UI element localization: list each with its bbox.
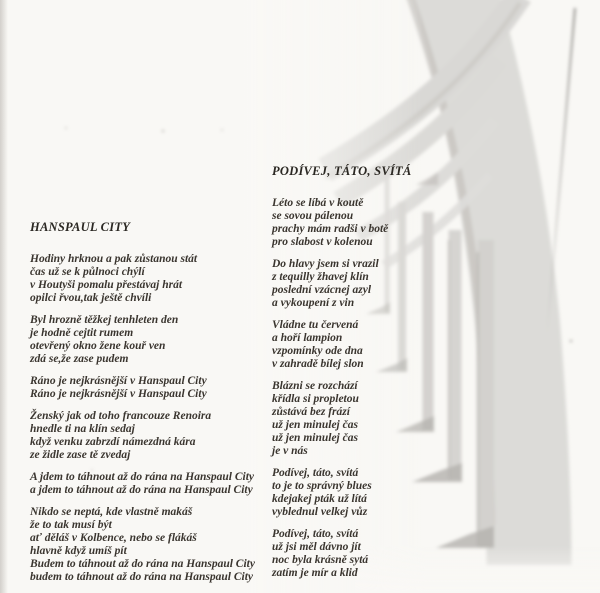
- lyric-line: kdejakej pták už lítá: [272, 493, 367, 505]
- lyric-stanza: [30, 314, 255, 366]
- lyric-line: Nikdo se neptá, kde vlastně makáš: [30, 506, 193, 518]
- paper-speck: [162, 130, 164, 132]
- lyrics-column-left: [30, 220, 255, 584]
- paper-speck: [570, 340, 572, 342]
- lyric-line: Budem to táhnout až do rána na Hanspaul City: [30, 558, 255, 570]
- lyric-line: už jen minulej čas: [272, 432, 358, 444]
- paper-speck: [65, 127, 67, 129]
- lyric-line: z tequilly žhavej klín: [272, 271, 369, 283]
- lyric-line: už jsi měl dávno jít: [272, 541, 361, 553]
- lyric-line: hlavně když umíš pít: [30, 545, 127, 557]
- lyric-line: prachy mám radši v botě: [272, 223, 389, 235]
- lyric-line: ať děláš v Kolbence, nebo se flákáš: [30, 532, 197, 544]
- song-title-hanspaul-city: HANSPAUL CITY: [30, 220, 131, 234]
- lyric-stanza: [30, 471, 255, 497]
- lyric-line: je v nás: [272, 445, 308, 457]
- lyric-line: opilci řvou,tak ještě chvíli: [30, 292, 152, 304]
- lyric-line: poslední vzácnej azyl: [272, 284, 372, 296]
- lyric-stanza: [30, 253, 255, 305]
- lyric-line: Ženský jak od toho francouze Renoira: [30, 410, 212, 422]
- lyric-line: Podívej, táto, svítá: [272, 467, 359, 479]
- lyric-line: ze židle zase tě zvedaj: [30, 449, 131, 461]
- lyrics-stanzas-left: [30, 253, 255, 584]
- lyrics-stanzas-right: [272, 197, 412, 580]
- lyric-line: a vykoupení z vin: [272, 297, 355, 309]
- lyric-stanza: [272, 528, 412, 580]
- lyric-line: Léto se líbá v koutě: [272, 197, 364, 209]
- lyric-line: Vládne tu červená: [272, 319, 359, 331]
- lyric-line: v Houtyši pomalu přestávaj hrát: [30, 279, 183, 291]
- lyric-line: čas už se k půlnoci chýlí: [30, 266, 145, 278]
- lyric-line: když venku zabrzdí námezdná kára: [30, 436, 196, 448]
- lyric-stanza: [272, 380, 412, 458]
- lyric-stanza: [272, 258, 412, 310]
- lyric-line: Hodiny hrknou a pak zůstanou stát: [30, 253, 198, 265]
- scan-edge-shading: [0, 0, 8, 593]
- lyric-stanza: [30, 375, 255, 401]
- lyric-line: hnedle ti na klín sedaj: [30, 423, 135, 435]
- arch-outline: [547, 8, 575, 335]
- lyric-stanza: [272, 319, 412, 371]
- lyric-line: křídla si propletou: [272, 393, 359, 405]
- lyric-line: už jen minulej čas: [272, 419, 358, 431]
- lyric-line: že to tak musí být: [30, 519, 112, 531]
- lyric-line: vyblednul velkej vůz: [272, 506, 368, 518]
- lyrics-column-right: [272, 164, 412, 580]
- lyric-stanza: [30, 506, 255, 584]
- lyric-line: a jdem to táhnout až do rána na Hanspaul City: [30, 484, 253, 496]
- lyric-line: otevřený okno žene kouř ven: [30, 340, 166, 352]
- lyric-line: noc byla krásně sytá: [272, 554, 369, 566]
- lyric-stanza: [30, 410, 255, 462]
- lyric-stanza: [272, 197, 412, 249]
- lyric-line: zatím je mír a klid: [272, 567, 358, 579]
- lyric-line: se sovou pálenou: [272, 210, 354, 222]
- lyric-line: zůstává bez frází: [272, 406, 350, 418]
- lyric-line: a hoří lampion: [272, 332, 343, 344]
- lyric-stanza: [272, 467, 412, 519]
- lyric-line: vzpomínky ode dna: [272, 345, 363, 357]
- lyric-line: je hodně cejtit rumem: [30, 327, 134, 339]
- column-foot-shadow: [436, 526, 494, 548]
- lyric-line: pro slabost v kolenou: [272, 236, 373, 248]
- lyric-line: Byl hrozně těžkej tenhleten den: [30, 314, 179, 326]
- lyric-line: Ráno je nejkrásnější v Hanspaul City: [30, 388, 207, 400]
- song-title-podivej-tato-svita: PODÍVEJ, TÁTO, SVÍTÁ: [272, 164, 412, 178]
- lyric-line: zdá se,že zase pudem: [30, 353, 129, 365]
- lyric-line: v zahradě bílej slon: [272, 358, 364, 370]
- lyric-line: A jdem to táhnout až do rána na Hanspaul City: [30, 471, 254, 483]
- lyric-line: Do hlavy jsem si vrazil: [272, 258, 379, 270]
- lyric-line: to je to správný blues: [272, 480, 372, 492]
- lyric-line: Podívej, táto, svítá: [272, 528, 359, 540]
- lyric-line: Blázni se rozchází: [272, 380, 358, 392]
- paper-speck: [221, 129, 223, 131]
- lyric-line: Ráno je nejkrásnější v Hanspaul City: [30, 375, 207, 387]
- lyric-line: budem to táhnout až do rána na Hanspaul City: [30, 571, 254, 583]
